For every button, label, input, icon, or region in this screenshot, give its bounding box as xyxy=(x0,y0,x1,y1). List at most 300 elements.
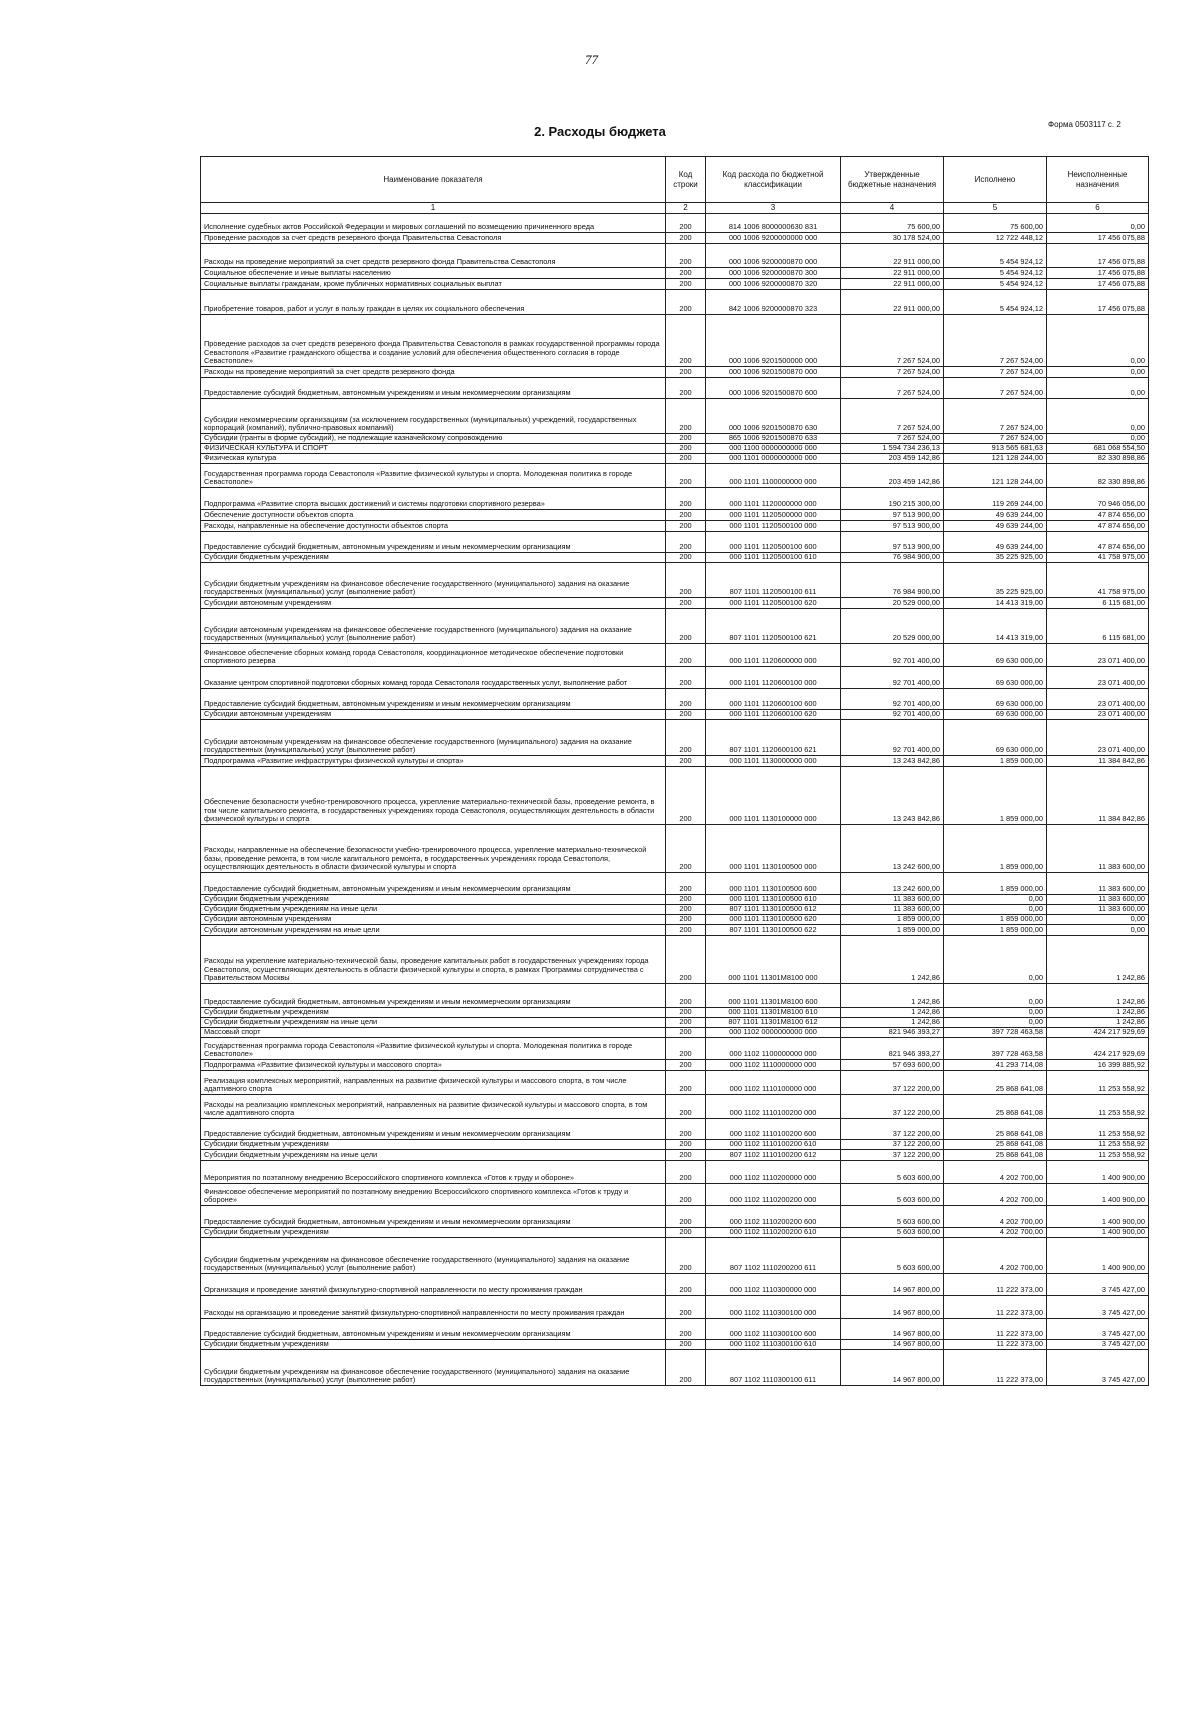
row-name: Подпрограмма «Развитие физической культуры и массового спорта» xyxy=(201,1060,666,1071)
row-executed-amount: 11 222 373,00 xyxy=(944,1274,1047,1296)
header-classification-code: Код расхода по бюджетной классификации xyxy=(706,157,841,203)
row-unexecuted-amount: 41 758 975,00 xyxy=(1047,563,1149,598)
row-name: Проведение расходов за счет средств резервного фонда Правительства Севастополя в рамках государственной программы города Севастополя «Развитие гражданского общества и создание условий для обеспечения общественного согласия в городе Севастополе» xyxy=(201,315,666,367)
table-row xyxy=(201,984,1149,1008)
row-line-code: 200 xyxy=(666,984,706,1008)
table-row xyxy=(201,1140,1149,1150)
row-line-code: 200 xyxy=(666,644,706,667)
column-number: 3 xyxy=(706,203,841,214)
row-unexecuted-amount: 11 384 842,86 xyxy=(1047,756,1149,767)
row-classification-code: 000 1102 1110100000 000 xyxy=(706,1071,841,1095)
row-name: Подпрограмма «Развитие инфраструктуры физической культуры и спорта» xyxy=(201,756,666,767)
row-line-code: 200 xyxy=(666,895,706,905)
row-unexecuted-amount: 16 399 885,92 xyxy=(1047,1060,1149,1071)
row-approved-amount: 7 267 524,00 xyxy=(841,315,944,367)
row-line-code: 200 xyxy=(666,1184,706,1206)
row-line-code: 200 xyxy=(666,488,706,510)
row-name: Субсидии бюджетным учреждениям на финансовое обеспечение государственного (муниципального) задания на оказание государственных (муниципальных) услуг (выполнение работ) xyxy=(201,1350,666,1386)
table-row xyxy=(201,936,1149,984)
row-line-code: 200 xyxy=(666,756,706,767)
row-line-code: 200 xyxy=(666,1274,706,1296)
row-approved-amount: 76 984 900,00 xyxy=(841,553,944,563)
row-executed-amount: 397 728 463,58 xyxy=(944,1028,1047,1038)
row-name: Социальные выплаты гражданам, кроме публичных нормативных социальных выплат xyxy=(201,279,666,290)
row-unexecuted-amount: 41 758 975,00 xyxy=(1047,553,1149,563)
row-approved-amount: 37 122 200,00 xyxy=(841,1095,944,1119)
row-line-code: 200 xyxy=(666,444,706,454)
row-name: Предоставление субсидий бюджетным, автономным учреждениям и иным некоммерческим организациям xyxy=(201,532,666,553)
row-name: Реализация комплексных мероприятий, направленных на развитие физической культуры и массового спорта, в том числе адаптивного спорта xyxy=(201,1071,666,1095)
row-unexecuted-amount: 1 400 900,00 xyxy=(1047,1161,1149,1184)
row-classification-code: 000 1101 1120600100 000 xyxy=(706,667,841,689)
row-line-code: 200 xyxy=(666,1018,706,1028)
table-row xyxy=(201,1060,1149,1071)
row-approved-amount: 22 911 000,00 xyxy=(841,279,944,290)
row-classification-code: 807 1101 1120500100 621 xyxy=(706,609,841,644)
row-unexecuted-amount: 0,00 xyxy=(1047,378,1149,399)
table-row xyxy=(201,1028,1149,1038)
row-unexecuted-amount: 1 242,86 xyxy=(1047,984,1149,1008)
row-line-code: 200 xyxy=(666,1161,706,1184)
row-unexecuted-amount: 23 071 400,00 xyxy=(1047,644,1149,667)
row-unexecuted-amount: 0,00 xyxy=(1047,315,1149,367)
row-executed-amount: 11 222 373,00 xyxy=(944,1319,1047,1340)
row-unexecuted-amount: 0,00 xyxy=(1047,214,1149,233)
table-row xyxy=(201,1319,1149,1340)
row-name: Субсидии бюджетным учреждениям на финансовое обеспечение государственного (муниципального) задания на оказание государственных (муниципальных) услуг (выполнение работ) xyxy=(201,563,666,598)
row-executed-amount: 25 868 641,08 xyxy=(944,1140,1047,1150)
row-executed-amount: 1 859 000,00 xyxy=(944,873,1047,895)
row-classification-code: 000 1101 1130100000 000 xyxy=(706,767,841,825)
row-line-code: 200 xyxy=(666,454,706,464)
row-unexecuted-amount: 47 874 656,00 xyxy=(1047,532,1149,553)
row-name: Субсидии автономным учреждениям на финансовое обеспечение государственного (муниципального) задания на оказание государственных (муниципальных) услуг (выполнение работ) xyxy=(201,720,666,756)
row-executed-amount: 5 454 924,12 xyxy=(944,279,1047,290)
row-approved-amount: 1 859 000,00 xyxy=(841,925,944,936)
row-unexecuted-amount: 17 456 075,88 xyxy=(1047,279,1149,290)
row-unexecuted-amount: 1 400 900,00 xyxy=(1047,1184,1149,1206)
row-line-code: 200 xyxy=(666,1350,706,1386)
row-executed-amount: 0,00 xyxy=(944,936,1047,984)
row-name: Оказание центром спортивной подготовки сборных команд города Севастополя государственных услуг, выполнение работ xyxy=(201,667,666,689)
row-executed-amount: 49 639 244,00 xyxy=(944,510,1047,521)
row-classification-code: 000 1101 11301M8100 600 xyxy=(706,984,841,1008)
row-line-code: 200 xyxy=(666,936,706,984)
table-row xyxy=(201,1350,1149,1386)
row-classification-code: 000 1101 1130100500 620 xyxy=(706,915,841,925)
row-name: Массовый спорт xyxy=(201,1028,666,1038)
row-name: Предоставление субсидий бюджетным, автономным учреждениям и иным некоммерческим организациям xyxy=(201,1119,666,1140)
row-unexecuted-amount: 0,00 xyxy=(1047,434,1149,444)
row-executed-amount: 913 565 681,63 xyxy=(944,444,1047,454)
row-classification-code: 000 1102 1110100200 000 xyxy=(706,1095,841,1119)
row-classification-code: 807 1102 1110200200 611 xyxy=(706,1238,841,1274)
row-line-code: 200 xyxy=(666,1140,706,1150)
row-name: Субсидии автономным учреждениям xyxy=(201,598,666,609)
row-approved-amount: 14 967 800,00 xyxy=(841,1296,944,1319)
row-approved-amount: 22 911 000,00 xyxy=(841,268,944,279)
row-approved-amount: 75 600,00 xyxy=(841,214,944,233)
row-executed-amount: 0,00 xyxy=(944,1018,1047,1028)
row-line-code: 200 xyxy=(666,367,706,378)
row-executed-amount: 49 639 244,00 xyxy=(944,521,1047,532)
table-row xyxy=(201,644,1149,667)
row-executed-amount: 25 868 641,08 xyxy=(944,1119,1047,1140)
table-row xyxy=(201,434,1149,444)
row-unexecuted-amount: 23 071 400,00 xyxy=(1047,710,1149,720)
row-unexecuted-amount: 23 071 400,00 xyxy=(1047,720,1149,756)
table-row xyxy=(201,905,1149,915)
row-classification-code: 000 1006 9200000000 000 xyxy=(706,233,841,244)
table-row xyxy=(201,1038,1149,1060)
column-number: 4 xyxy=(841,203,944,214)
header-line-code: Код строки xyxy=(666,157,706,203)
row-line-code: 200 xyxy=(666,925,706,936)
row-classification-code: 000 1102 1110100200 600 xyxy=(706,1119,841,1140)
row-name: Расходы на проведение мероприятий за счет средств резервного фонда Правительства Севастополя xyxy=(201,244,666,268)
row-unexecuted-amount: 11 253 558,92 xyxy=(1047,1071,1149,1095)
row-unexecuted-amount: 0,00 xyxy=(1047,367,1149,378)
table-row xyxy=(201,1296,1149,1319)
row-classification-code: 000 1101 1120500000 000 xyxy=(706,510,841,521)
row-approved-amount: 11 383 600,00 xyxy=(841,905,944,915)
table-row xyxy=(201,720,1149,756)
row-name: Обеспечение безопасности учебно-тренировочного процесса, укрепление материально-технической базы, проведение ремонта, в том числе капитального ремонта, в государственных учреждениях города Севастополя, осуществляющих деятельность в области физической культуры и спорта xyxy=(201,767,666,825)
column-number-row xyxy=(201,203,1149,214)
table-row xyxy=(201,233,1149,244)
row-classification-code: 000 1101 1130100500 000 xyxy=(706,825,841,873)
row-name: Исполнение судебных актов Российской Федерации и мировых соглашений по возмещению причиненного вреда xyxy=(201,214,666,233)
row-line-code: 200 xyxy=(666,609,706,644)
row-name: Финансовое обеспечение сборных команд города Севастополя, координационное методическое обеспечение подготовки спортивного резерва xyxy=(201,644,666,667)
row-line-code: 200 xyxy=(666,915,706,925)
table-row xyxy=(201,521,1149,532)
table-row xyxy=(201,925,1149,936)
row-line-code: 200 xyxy=(666,244,706,268)
row-approved-amount: 14 967 800,00 xyxy=(841,1340,944,1350)
table-row xyxy=(201,1340,1149,1350)
row-classification-code: 000 1101 1100000000 000 xyxy=(706,464,841,488)
row-line-code: 200 xyxy=(666,905,706,915)
row-classification-code: 000 1006 9200000870 300 xyxy=(706,268,841,279)
row-executed-amount: 25 868 641,08 xyxy=(944,1150,1047,1161)
row-classification-code: 000 1006 9201500870 630 xyxy=(706,399,841,434)
row-name: Расходы, направленные на обеспечение безопасности учебно-тренировочного процесса, укрепление материально-технической базы, проведение ремонта, в том числе капитального ремонта, в государственных учреждениях города Севастополя, осуществляющих деятельность в области физической культуры и спорта xyxy=(201,825,666,873)
row-name: Мероприятия по поэтапному внедрению Всероссийского спортивного комплекса «Готов к труду и обороне» xyxy=(201,1161,666,1184)
row-unexecuted-amount: 3 745 427,00 xyxy=(1047,1319,1149,1340)
row-executed-amount: 49 639 244,00 xyxy=(944,532,1047,553)
row-approved-amount: 203 459 142,86 xyxy=(841,454,944,464)
row-line-code: 200 xyxy=(666,521,706,532)
row-unexecuted-amount: 424 217 929,69 xyxy=(1047,1028,1149,1038)
table-row xyxy=(201,532,1149,553)
column-number: 6 xyxy=(1047,203,1149,214)
row-classification-code: 000 1101 1120500100 610 xyxy=(706,553,841,563)
row-classification-code: 000 1102 1110300100 600 xyxy=(706,1319,841,1340)
row-executed-amount: 397 728 463,58 xyxy=(944,1038,1047,1060)
row-approved-amount: 5 603 600,00 xyxy=(841,1228,944,1238)
row-classification-code: 814 1006 8000000630 831 xyxy=(706,214,841,233)
row-name: Субсидии бюджетным учреждениям xyxy=(201,1228,666,1238)
row-name: Предоставление субсидий бюджетным, автономным учреждениям и иным некоммерческим организациям xyxy=(201,1206,666,1228)
row-classification-code: 865 1006 9201500870 633 xyxy=(706,434,841,444)
row-approved-amount: 92 701 400,00 xyxy=(841,667,944,689)
row-line-code: 200 xyxy=(666,233,706,244)
row-executed-amount: 75 600,00 xyxy=(944,214,1047,233)
row-name: Субсидии бюджетным учреждениям xyxy=(201,1008,666,1018)
row-unexecuted-amount: 70 946 056,00 xyxy=(1047,488,1149,510)
row-approved-amount: 97 513 900,00 xyxy=(841,532,944,553)
column-number: 1 xyxy=(201,203,666,214)
row-line-code: 200 xyxy=(666,720,706,756)
row-approved-amount: 97 513 900,00 xyxy=(841,521,944,532)
row-unexecuted-amount: 681 068 554,50 xyxy=(1047,444,1149,454)
table-row xyxy=(201,488,1149,510)
row-line-code: 200 xyxy=(666,767,706,825)
row-executed-amount: 35 225 925,00 xyxy=(944,563,1047,598)
row-approved-amount: 5 603 600,00 xyxy=(841,1161,944,1184)
table-row xyxy=(201,1161,1149,1184)
row-executed-amount: 69 630 000,00 xyxy=(944,720,1047,756)
row-classification-code: 000 1102 1110100200 610 xyxy=(706,1140,841,1150)
row-approved-amount: 821 946 393,27 xyxy=(841,1038,944,1060)
table-row xyxy=(201,710,1149,720)
row-approved-amount: 76 984 900,00 xyxy=(841,563,944,598)
row-approved-amount: 57 693 600,00 xyxy=(841,1060,944,1071)
row-name: Субсидии бюджетным учреждениям xyxy=(201,553,666,563)
row-unexecuted-amount: 3 745 427,00 xyxy=(1047,1296,1149,1319)
table-row xyxy=(201,244,1149,268)
row-executed-amount: 5 454 924,12 xyxy=(944,290,1047,315)
row-name: Приобретение товаров, работ и услуг в пользу граждан в целях их социального обеспечения xyxy=(201,290,666,315)
row-line-code: 200 xyxy=(666,434,706,444)
row-line-code: 200 xyxy=(666,1071,706,1095)
row-executed-amount: 11 222 373,00 xyxy=(944,1340,1047,1350)
row-line-code: 200 xyxy=(666,873,706,895)
table-row xyxy=(201,444,1149,454)
row-name: Субсидии бюджетным учреждениям xyxy=(201,1340,666,1350)
row-line-code: 200 xyxy=(666,598,706,609)
row-name: Социальное обеспечение и иные выплаты населению xyxy=(201,268,666,279)
table-row xyxy=(201,873,1149,895)
row-approved-amount: 92 701 400,00 xyxy=(841,720,944,756)
row-name: Расходы на организацию и проведение занятий физкультурно-спортивной направленности по месту проживания граждан xyxy=(201,1296,666,1319)
row-approved-amount: 5 603 600,00 xyxy=(841,1238,944,1274)
row-executed-amount: 69 630 000,00 xyxy=(944,667,1047,689)
row-line-code: 200 xyxy=(666,399,706,434)
row-classification-code: 807 1101 1120600100 621 xyxy=(706,720,841,756)
row-line-code: 200 xyxy=(666,1028,706,1038)
row-unexecuted-amount: 11 383 600,00 xyxy=(1047,905,1149,915)
row-executed-amount: 69 630 000,00 xyxy=(944,710,1047,720)
row-unexecuted-amount: 1 242,86 xyxy=(1047,1008,1149,1018)
row-executed-amount: 7 267 524,00 xyxy=(944,399,1047,434)
table-row xyxy=(201,510,1149,521)
row-name: Предоставление субсидий бюджетным, автономным учреждениям и иным некоммерческим организациям xyxy=(201,378,666,399)
row-line-code: 200 xyxy=(666,1340,706,1350)
row-classification-code: 000 1102 1110300000 000 xyxy=(706,1274,841,1296)
table-row xyxy=(201,598,1149,609)
row-unexecuted-amount: 424 217 929,69 xyxy=(1047,1038,1149,1060)
row-approved-amount: 20 529 000,00 xyxy=(841,609,944,644)
row-classification-code: 000 1102 1110300100 000 xyxy=(706,1296,841,1319)
row-classification-code: 000 1100 0000000000 000 xyxy=(706,444,841,454)
row-name: ФИЗИЧЕСКАЯ КУЛЬТУРА И СПОРТ xyxy=(201,444,666,454)
row-executed-amount: 7 267 524,00 xyxy=(944,378,1047,399)
row-line-code: 200 xyxy=(666,1150,706,1161)
row-classification-code: 842 1006 9200000870 323 xyxy=(706,290,841,315)
row-classification-code: 000 1101 1120600100 620 xyxy=(706,710,841,720)
row-approved-amount: 14 967 800,00 xyxy=(841,1350,944,1386)
row-unexecuted-amount: 17 456 075,88 xyxy=(1047,233,1149,244)
row-classification-code: 000 1006 9201500000 000 xyxy=(706,315,841,367)
row-name: Обеспечение доступности объектов спорта xyxy=(201,510,666,521)
row-classification-code: 000 1102 1110200200 000 xyxy=(706,1184,841,1206)
row-unexecuted-amount: 1 242,86 xyxy=(1047,936,1149,984)
row-unexecuted-amount: 11 383 600,00 xyxy=(1047,873,1149,895)
row-executed-amount: 4 202 700,00 xyxy=(944,1184,1047,1206)
row-classification-code: 000 1102 1110000000 000 xyxy=(706,1060,841,1071)
row-unexecuted-amount: 11 253 558,92 xyxy=(1047,1095,1149,1119)
row-unexecuted-amount: 1 400 900,00 xyxy=(1047,1228,1149,1238)
row-executed-amount: 41 293 714,08 xyxy=(944,1060,1047,1071)
row-executed-amount: 1 859 000,00 xyxy=(944,767,1047,825)
row-name: Подпрограмма «Развитие спорта высших достижений и системы подготовки спортивного резерва» xyxy=(201,488,666,510)
row-approved-amount: 37 122 200,00 xyxy=(841,1140,944,1150)
row-unexecuted-amount: 1 242,86 xyxy=(1047,1018,1149,1028)
table-row xyxy=(201,1119,1149,1140)
row-classification-code: 000 1101 1120500100 620 xyxy=(706,598,841,609)
row-unexecuted-amount: 23 071 400,00 xyxy=(1047,689,1149,710)
row-classification-code: 000 1101 1130100500 600 xyxy=(706,873,841,895)
row-classification-code: 807 1101 1130100500 622 xyxy=(706,925,841,936)
form-code: Форма 0503117 с. 2 xyxy=(1048,120,1121,129)
row-executed-amount: 0,00 xyxy=(944,984,1047,1008)
header-executed: Исполнено xyxy=(944,157,1047,203)
row-classification-code: 000 1102 1110200200 610 xyxy=(706,1228,841,1238)
table-row xyxy=(201,553,1149,563)
column-number: 2 xyxy=(666,203,706,214)
row-unexecuted-amount: 47 874 656,00 xyxy=(1047,510,1149,521)
row-approved-amount: 7 267 524,00 xyxy=(841,434,944,444)
table-row xyxy=(201,1274,1149,1296)
table-row xyxy=(201,367,1149,378)
row-executed-amount: 25 868 641,08 xyxy=(944,1095,1047,1119)
row-line-code: 200 xyxy=(666,268,706,279)
row-classification-code: 807 1101 1130100500 612 xyxy=(706,905,841,915)
table-row xyxy=(201,464,1149,488)
row-name: Субсидии автономным учреждениям на финансовое обеспечение государственного (муниципального) задания на оказание государственных (муниципальных) услуг (выполнение работ) xyxy=(201,609,666,644)
row-classification-code: 000 1101 1120000000 000 xyxy=(706,488,841,510)
row-unexecuted-amount: 0,00 xyxy=(1047,915,1149,925)
table-row xyxy=(201,609,1149,644)
row-line-code: 200 xyxy=(666,1296,706,1319)
table-row xyxy=(201,268,1149,279)
table-row xyxy=(201,915,1149,925)
row-approved-amount: 92 701 400,00 xyxy=(841,710,944,720)
row-executed-amount: 4 202 700,00 xyxy=(944,1238,1047,1274)
row-approved-amount: 20 529 000,00 xyxy=(841,598,944,609)
row-classification-code: 807 1102 1110300100 611 xyxy=(706,1350,841,1386)
table-row xyxy=(201,563,1149,598)
table-row xyxy=(201,1018,1149,1028)
row-line-code: 200 xyxy=(666,1095,706,1119)
row-approved-amount: 5 603 600,00 xyxy=(841,1206,944,1228)
table-row xyxy=(201,756,1149,767)
table-row xyxy=(201,1071,1149,1095)
row-unexecuted-amount: 23 071 400,00 xyxy=(1047,667,1149,689)
row-approved-amount: 1 594 734 236,13 xyxy=(841,444,944,454)
row-unexecuted-amount: 3 745 427,00 xyxy=(1047,1350,1149,1386)
row-executed-amount: 4 202 700,00 xyxy=(944,1161,1047,1184)
row-unexecuted-amount: 1 400 900,00 xyxy=(1047,1206,1149,1228)
row-name: Субсидии бюджетным учреждениям на иные цели xyxy=(201,1150,666,1161)
row-line-code: 200 xyxy=(666,1206,706,1228)
expenses-table xyxy=(200,156,1149,1386)
row-line-code: 200 xyxy=(666,532,706,553)
row-executed-amount: 5 454 924,12 xyxy=(944,268,1047,279)
row-unexecuted-amount: 82 330 898,86 xyxy=(1047,454,1149,464)
row-approved-amount: 92 701 400,00 xyxy=(841,689,944,710)
row-executed-amount: 4 202 700,00 xyxy=(944,1206,1047,1228)
row-name: Субсидии автономным учреждениям xyxy=(201,710,666,720)
row-executed-amount: 7 267 524,00 xyxy=(944,434,1047,444)
row-classification-code: 000 1101 1130000000 000 xyxy=(706,756,841,767)
row-classification-code: 000 1102 1110200000 000 xyxy=(706,1161,841,1184)
row-approved-amount: 14 967 800,00 xyxy=(841,1274,944,1296)
row-unexecuted-amount: 17 456 075,88 xyxy=(1047,244,1149,268)
table-row xyxy=(201,767,1149,825)
row-executed-amount: 4 202 700,00 xyxy=(944,1228,1047,1238)
row-unexecuted-amount: 6 115 681,00 xyxy=(1047,609,1149,644)
row-name: Субсидии бюджетным учреждениям xyxy=(201,1140,666,1150)
row-approved-amount: 1 242,86 xyxy=(841,1018,944,1028)
row-unexecuted-amount: 3 745 427,00 xyxy=(1047,1340,1149,1350)
row-line-code: 200 xyxy=(666,1319,706,1340)
row-name: Физическая культура xyxy=(201,454,666,464)
page-number: 77 xyxy=(585,52,598,67)
row-unexecuted-amount: 6 115 681,00 xyxy=(1047,598,1149,609)
row-approved-amount: 13 242 600,00 xyxy=(841,825,944,873)
row-approved-amount: 13 242 600,00 xyxy=(841,873,944,895)
row-classification-code: 807 1101 11301M8100 612 xyxy=(706,1018,841,1028)
row-unexecuted-amount: 1 400 900,00 xyxy=(1047,1238,1149,1274)
row-executed-amount: 119 269 244,00 xyxy=(944,488,1047,510)
row-unexecuted-amount: 11 383 600,00 xyxy=(1047,825,1149,873)
table-row xyxy=(201,689,1149,710)
row-unexecuted-amount: 3 745 427,00 xyxy=(1047,1274,1149,1296)
row-unexecuted-amount: 17 456 075,88 xyxy=(1047,268,1149,279)
row-approved-amount: 37 122 200,00 xyxy=(841,1071,944,1095)
row-name: Субсидии (гранты в форме субсидий), не подлежащие казначейскому сопровождению xyxy=(201,434,666,444)
row-classification-code: 000 1101 1120600100 600 xyxy=(706,689,841,710)
row-executed-amount: 35 225 925,00 xyxy=(944,553,1047,563)
table-row xyxy=(201,895,1149,905)
row-approved-amount: 190 215 300,00 xyxy=(841,488,944,510)
table-row xyxy=(201,1206,1149,1228)
row-classification-code: 000 1102 1100000000 000 xyxy=(706,1038,841,1060)
row-unexecuted-amount: 11 383 600,00 xyxy=(1047,895,1149,905)
row-name: Субсидии бюджетным учреждениям на иные цели xyxy=(201,1018,666,1028)
row-approved-amount: 1 242,86 xyxy=(841,936,944,984)
row-classification-code: 000 1102 1110200200 600 xyxy=(706,1206,841,1228)
row-approved-amount: 11 383 600,00 xyxy=(841,895,944,905)
row-classification-code: 000 1006 9201500870 600 xyxy=(706,378,841,399)
row-executed-amount: 12 722 448,12 xyxy=(944,233,1047,244)
row-line-code: 200 xyxy=(666,563,706,598)
row-executed-amount: 5 454 924,12 xyxy=(944,244,1047,268)
row-unexecuted-amount: 82 330 898,86 xyxy=(1047,464,1149,488)
